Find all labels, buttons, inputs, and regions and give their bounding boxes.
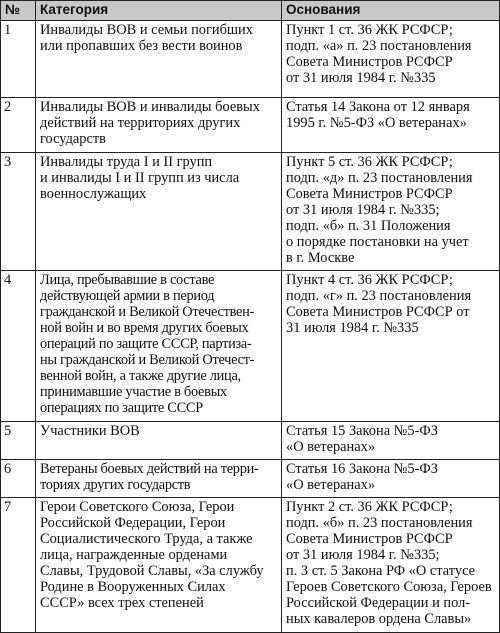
basis-line: ных кавалеров ордена Славы» (286, 611, 472, 627)
table-row (1, 21, 500, 98)
category-line: Социалистического Труда, а также (40, 531, 253, 547)
category-line: СССР» всех трех степеней (40, 595, 204, 611)
row-number: 7 (1, 498, 36, 633)
table-row (1, 98, 500, 153)
header-row (1, 1, 500, 21)
basis-cell (282, 21, 500, 98)
basis-cell (282, 153, 500, 271)
basis-line: Статья 16 Закона №5-ФЗ (286, 461, 438, 477)
category-line: венной войн, а также другие лица, (40, 368, 241, 384)
category-line: или пропавших без вести воинов (40, 38, 243, 54)
basis-line: Героев Советского Союза, Героев (286, 579, 492, 595)
header-category: Категория (36, 1, 282, 21)
basis-line: подп. «а» п. 23 постановления (286, 38, 472, 54)
basis-line: п. 3 ст. 5 Закона РФ «О статусе (286, 563, 476, 579)
category-cell (36, 271, 282, 422)
category-line: государств (40, 131, 106, 147)
basis-cell (282, 271, 500, 422)
basis-line: «О ветеранах» (286, 439, 376, 455)
category-line: действий на территориях других (40, 115, 241, 131)
category-cell (36, 153, 282, 271)
basis-line: Российской Федерации и пол- (286, 595, 471, 611)
category-cell (36, 98, 282, 153)
row-number: 1 (1, 21, 36, 98)
category-cell (36, 498, 282, 633)
header-basis: Основания (282, 1, 500, 21)
basis-line: подп. «д» п. 23 постановления (286, 170, 473, 186)
basis-line: Пункт 2 ст. 36 ЖК РСФСР; (286, 499, 453, 515)
category-line: Славы, Трудовой Славы, «За службу (40, 563, 264, 579)
category-cell (36, 21, 282, 98)
category-line: Российской Федерации, Герои (40, 515, 226, 531)
basis-line: Пункт 5 ст. 36 ЖК РСФСР; (286, 154, 453, 170)
basis-line: в г. Москве (286, 250, 355, 266)
row-number: 5 (1, 422, 36, 460)
category-line: операций по защите СССР, партиза- (40, 336, 252, 352)
category-line: военнослужащих (40, 186, 147, 202)
basis-line: Пункт 4 ст. 36 ЖК РСФСР; (286, 272, 453, 288)
category-line: Участники ВОВ (40, 423, 140, 439)
category-line: действующей армии в период (40, 288, 215, 304)
category-line: лица, награжденные орденами (40, 547, 228, 563)
category-line: Ветераны боевых действий на терри- (40, 461, 259, 477)
category-line: операциях по защите СССР (40, 400, 203, 416)
category-line: Инвалиды ВОВ и семьи погибших (40, 22, 253, 38)
row-number: 2 (1, 98, 36, 153)
basis-line: Совета Министров РСФСР от (286, 304, 470, 320)
row-number: 6 (1, 460, 36, 498)
row-number: 3 (1, 153, 36, 271)
category-line: Инвалиды ВОВ и инвалиды боевых (40, 99, 260, 115)
basis-line: Совета Министров РСФСР (286, 54, 453, 70)
basis-line: от 31 июля 1984 г. №335 (286, 70, 436, 86)
category-line: ны гражданской и Великой Отечест- (40, 352, 255, 368)
category-line: и инвалиды I и II групп из числа (40, 170, 240, 186)
category-line: Лица, пребывавшие в составе (40, 272, 215, 288)
basis-cell (282, 422, 500, 460)
category-line: ной войн и во время других боевых (40, 320, 249, 336)
table-row (1, 422, 500, 460)
basis-cell (282, 98, 500, 153)
basis-cell (282, 498, 500, 633)
table-row (1, 460, 500, 498)
basis-line: о порядке постановки на учет (286, 234, 469, 250)
basis-line: подп. «б» п. 23 постановления (286, 515, 473, 531)
basis-line: Совета Министров РСФСР (286, 186, 453, 202)
header-number: № (1, 1, 36, 21)
basis-line: подп. «б» п. 31 Положения (286, 218, 451, 234)
category-line: принимавшие участие в боевых (40, 384, 227, 400)
basis-line: Совета Министров РСФСР (286, 531, 453, 547)
row-number: 4 (1, 271, 36, 422)
basis-line: от 31 июля 1984 г. №335; (286, 202, 440, 218)
basis-line: от 31 июля 1984 г. №335; (286, 547, 440, 563)
basis-line: 1995 г. №5-ФЗ «О ветеранах» (286, 115, 467, 131)
category-line: гражданской и Великой Отечествен- (40, 304, 254, 320)
category-line: ториях других государств (40, 477, 191, 493)
category-line: Родине в Вооруженных Силах (40, 579, 226, 595)
basis-line: Статья 15 Закона №5-ФЗ (286, 423, 438, 439)
table-row (1, 271, 500, 422)
category-line: Герои Советского Союза, Герои (40, 499, 235, 515)
basis-line: 31 июля 1984 г. №335 (286, 320, 419, 336)
category-cell (36, 460, 282, 498)
table-row (1, 498, 500, 633)
basis-line: подп. «г» п. 23 постановления (286, 288, 472, 304)
category-line: Инвалиды труда I и II групп (40, 154, 213, 170)
category-cell (36, 422, 282, 460)
table-row (1, 153, 500, 271)
basis-line: Статья 14 Закона от 12 января (286, 99, 470, 115)
basis-line: «О ветеранах» (286, 477, 376, 493)
basis-line: Пункт 1 ст. 36 ЖК РСФСР; (286, 22, 453, 38)
basis-cell (282, 460, 500, 498)
